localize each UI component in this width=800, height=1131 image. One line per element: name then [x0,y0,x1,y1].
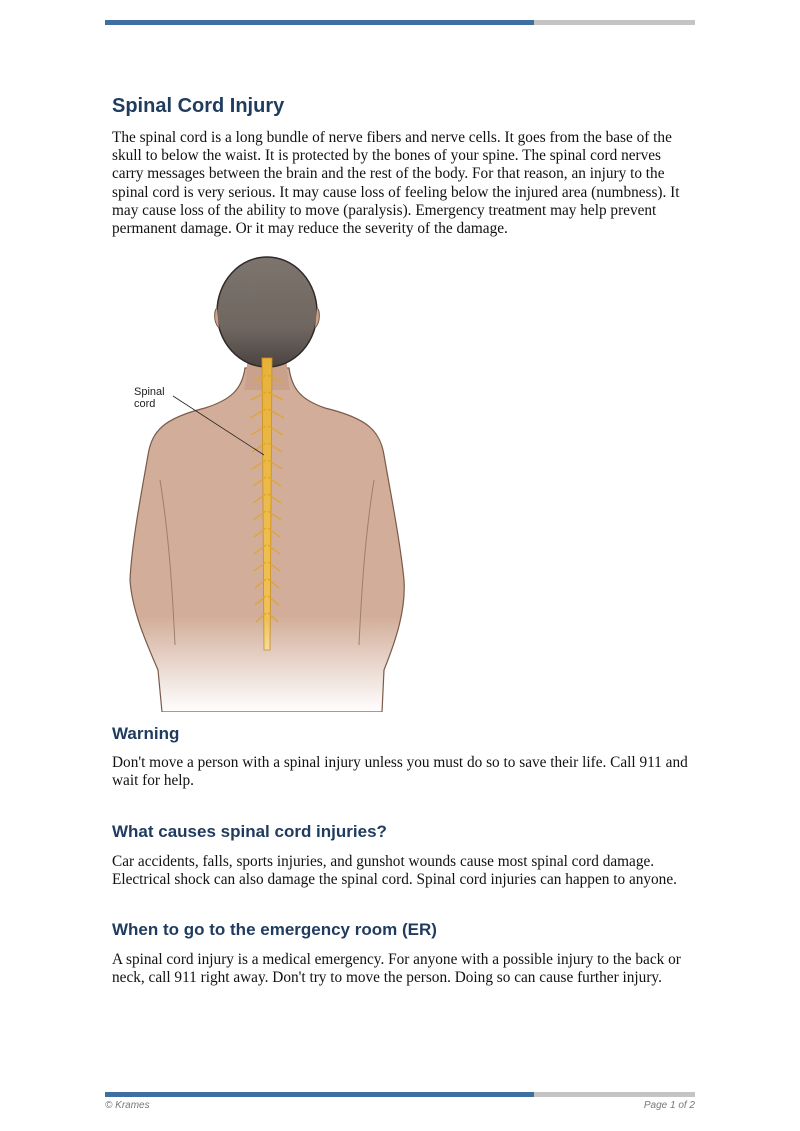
spinal-cord-illustration [120,250,410,712]
footer-page-number: Page 1 of 2 [643,1100,695,1111]
spinal-cord-shape [262,358,272,650]
footer-copyright: © Krames [105,1100,150,1111]
document-body [112,92,690,987]
footer-rule-blue [105,1092,534,1097]
er-heading: When to go to the emergency room (ER) [112,920,437,940]
head-shape [217,257,317,367]
header-rule-gray [534,20,695,25]
intro-paragraph: The spinal cord is a long bundle of nerve fibers and nerve cells. It goes from the base of the skull to below the waist. It is protected by the bones of your spine. The spinal cord nerves carry messages between the brain and the rest of the body. For that reason, an injury to the spinal cord is very serious. It may cause loss of feeling below the injured area (numbness). It may cause loss of the ability to move (paralysis). Emergency treatment may help prevent permanent damage. Or it may reduce the severity of the damage. [112,129,680,238]
header-rule-blue [105,20,534,25]
back-anatomy-svg [120,250,410,712]
warning-heading: Warning [112,724,180,744]
footer-rule [105,1092,695,1097]
causes-paragraph: Car accidents, falls, sports injuries, and gunshot wounds cause most spinal cord damage. Electrical shock can also damage the spinal cord. Spinal cord injuries can happen to anyone. [112,852,677,888]
er-paragraph: A spinal cord injury is a medical emergency. For anyone with a possible injury to the back or neck, call 911 right away. Don't try to move the person. Doing so can cause further injury. [112,951,681,987]
figure-label-spinal: Spinal [134,386,165,399]
header-rule [105,20,695,25]
footer-rule-gray [534,1092,695,1097]
causes-heading: What causes spinal cord injuries? [112,821,387,841]
page-title: Spinal Cord Injury [112,95,285,117]
warning-paragraph: Don't move a person with a spinal injury unless you must do so to save their life. Call 911 and wait for help. [112,754,688,790]
figure-label-cord: cord [134,398,156,411]
